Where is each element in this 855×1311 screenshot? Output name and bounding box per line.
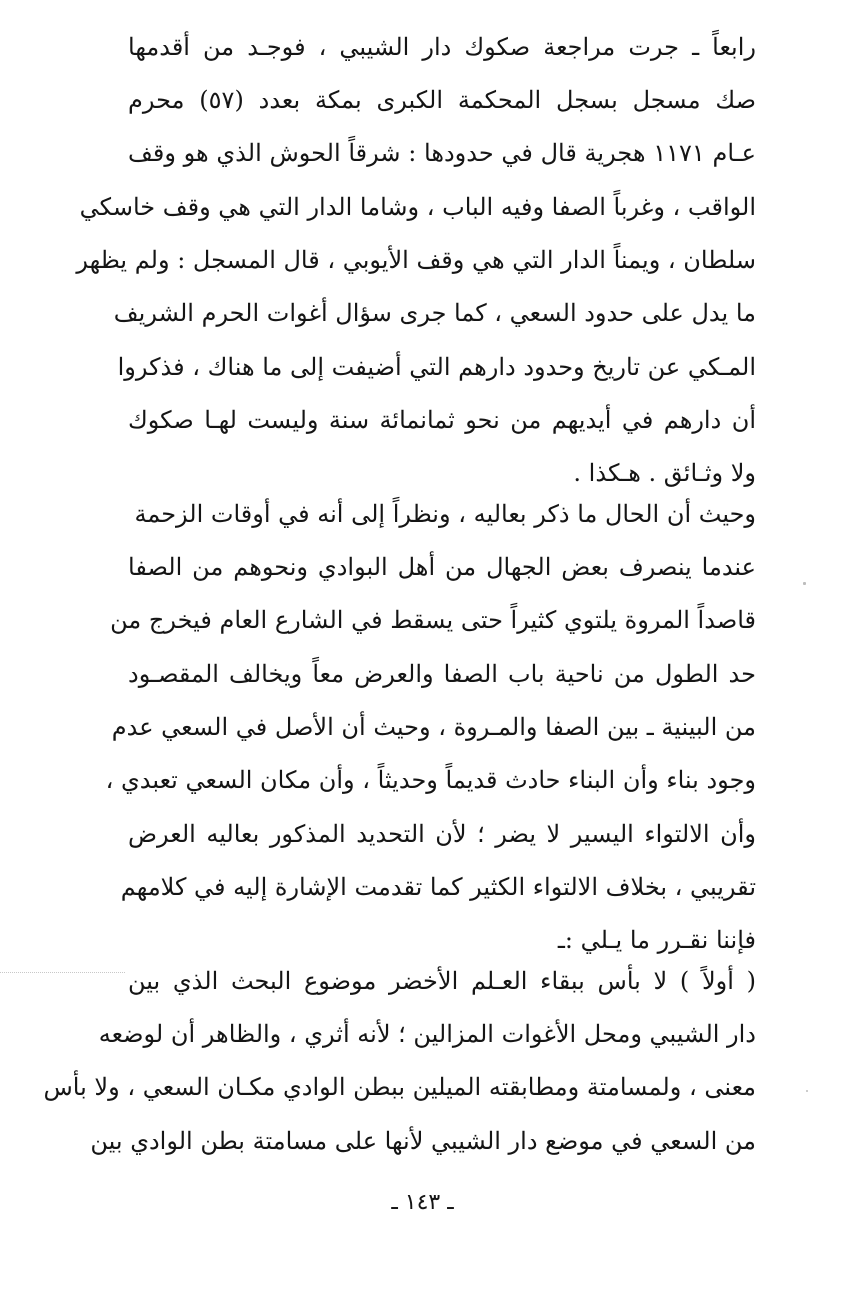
text-line: الواقب ، وغرباً الصفا وفيه الباب ، وشاما الدار التي هي وقف خاسكي xyxy=(79,193,756,221)
text-line: من السعي في موضع دار الشيبي لأنها على مسامتة بطن الوادي بين xyxy=(90,1127,756,1155)
text-line: من البينية ـ بين الصفا والمـروة ، وحيث أن الأصل في السعي عدم xyxy=(111,713,756,741)
scan-artifact-line xyxy=(0,972,125,973)
text-line: ما يدل على حدود السعي ، كما جرى سؤال أغوات الحرم الشريف xyxy=(113,299,756,327)
text-line: فإننا نقـرر ما يـلي :ـ xyxy=(557,926,756,954)
scan-speck xyxy=(806,1090,808,1092)
text-line: عـام ١١٧١ هجرية قال في حدودها : شرقاً الحوش الذي هو وقف xyxy=(128,139,756,167)
text-line: سلطان ، ويمناً الدار التي هي وقف الأيوبي ، قال المسجل : ولم يظهر xyxy=(76,246,756,274)
text-line: عندما ينصرف بعض الجهال من أهل البوادي ونحوهم من الصفا xyxy=(128,553,756,581)
text-line: وحيث أن الحال ما ذكر بعاليه ، ونظراً إلى أنه في أوقات الزحمة xyxy=(134,500,756,528)
text-line: ولا وثـائق . هـكذا . xyxy=(573,459,756,487)
text-line: وجود بناء وأن البناء حادث قديماً وحديثاً ، وأن مكان السعي تعبدي ، xyxy=(105,766,756,794)
scan-speck xyxy=(803,582,806,585)
text-line: قاصداً المروة يلتوي كثيراً حتى يسقط في الشارع العام فيخرج من xyxy=(110,606,756,634)
page-number: ـ ١٤٣ ـ xyxy=(391,1190,454,1215)
text-line: تقريبي ، بخلاف الالتواء الكثير كما تقدمت الإشارة إليه في كلامهم xyxy=(120,873,756,901)
text-line: معنى ، ولمسامتة ومطابقته الميلين ببطن الوادي مكـان السعي ، ولا بأس xyxy=(43,1073,756,1101)
text-line: أن دارهم في أيديهم من نحو ثمانمائة سنة وليست لهـا صكوك xyxy=(128,406,757,434)
text-line: ( أولاً ) لا بأس ببقاء العـلم الأخضر موضوع البحث الذي بين xyxy=(128,967,756,995)
text-line: المـكي عن تاريخ وحدود دارهم التي أضيفت إلى ما هناك ، فذكروا xyxy=(117,353,756,381)
text-line: حد الطول من ناحية باب الصفا والعرض معاً ويخالف المقصـود xyxy=(128,660,756,688)
text-line: دار الشيبي ومحل الأغوات المزالين ؛ لأنه أثري ، والظاهر أن لوضعه xyxy=(98,1020,756,1048)
text-line: صك مسجل بسجل المحكمة الكبرى بمكة بعدد (٥٧) محرم xyxy=(128,86,756,114)
text-line: رابعاً ـ جرت مراجعة صكوك دار الشيبي ، فوجـد من أقدمها xyxy=(128,33,756,61)
text-line: وأن الالتواء اليسير لا يضر ؛ لأن التحديد المذكور بعاليه العرض xyxy=(128,820,756,848)
